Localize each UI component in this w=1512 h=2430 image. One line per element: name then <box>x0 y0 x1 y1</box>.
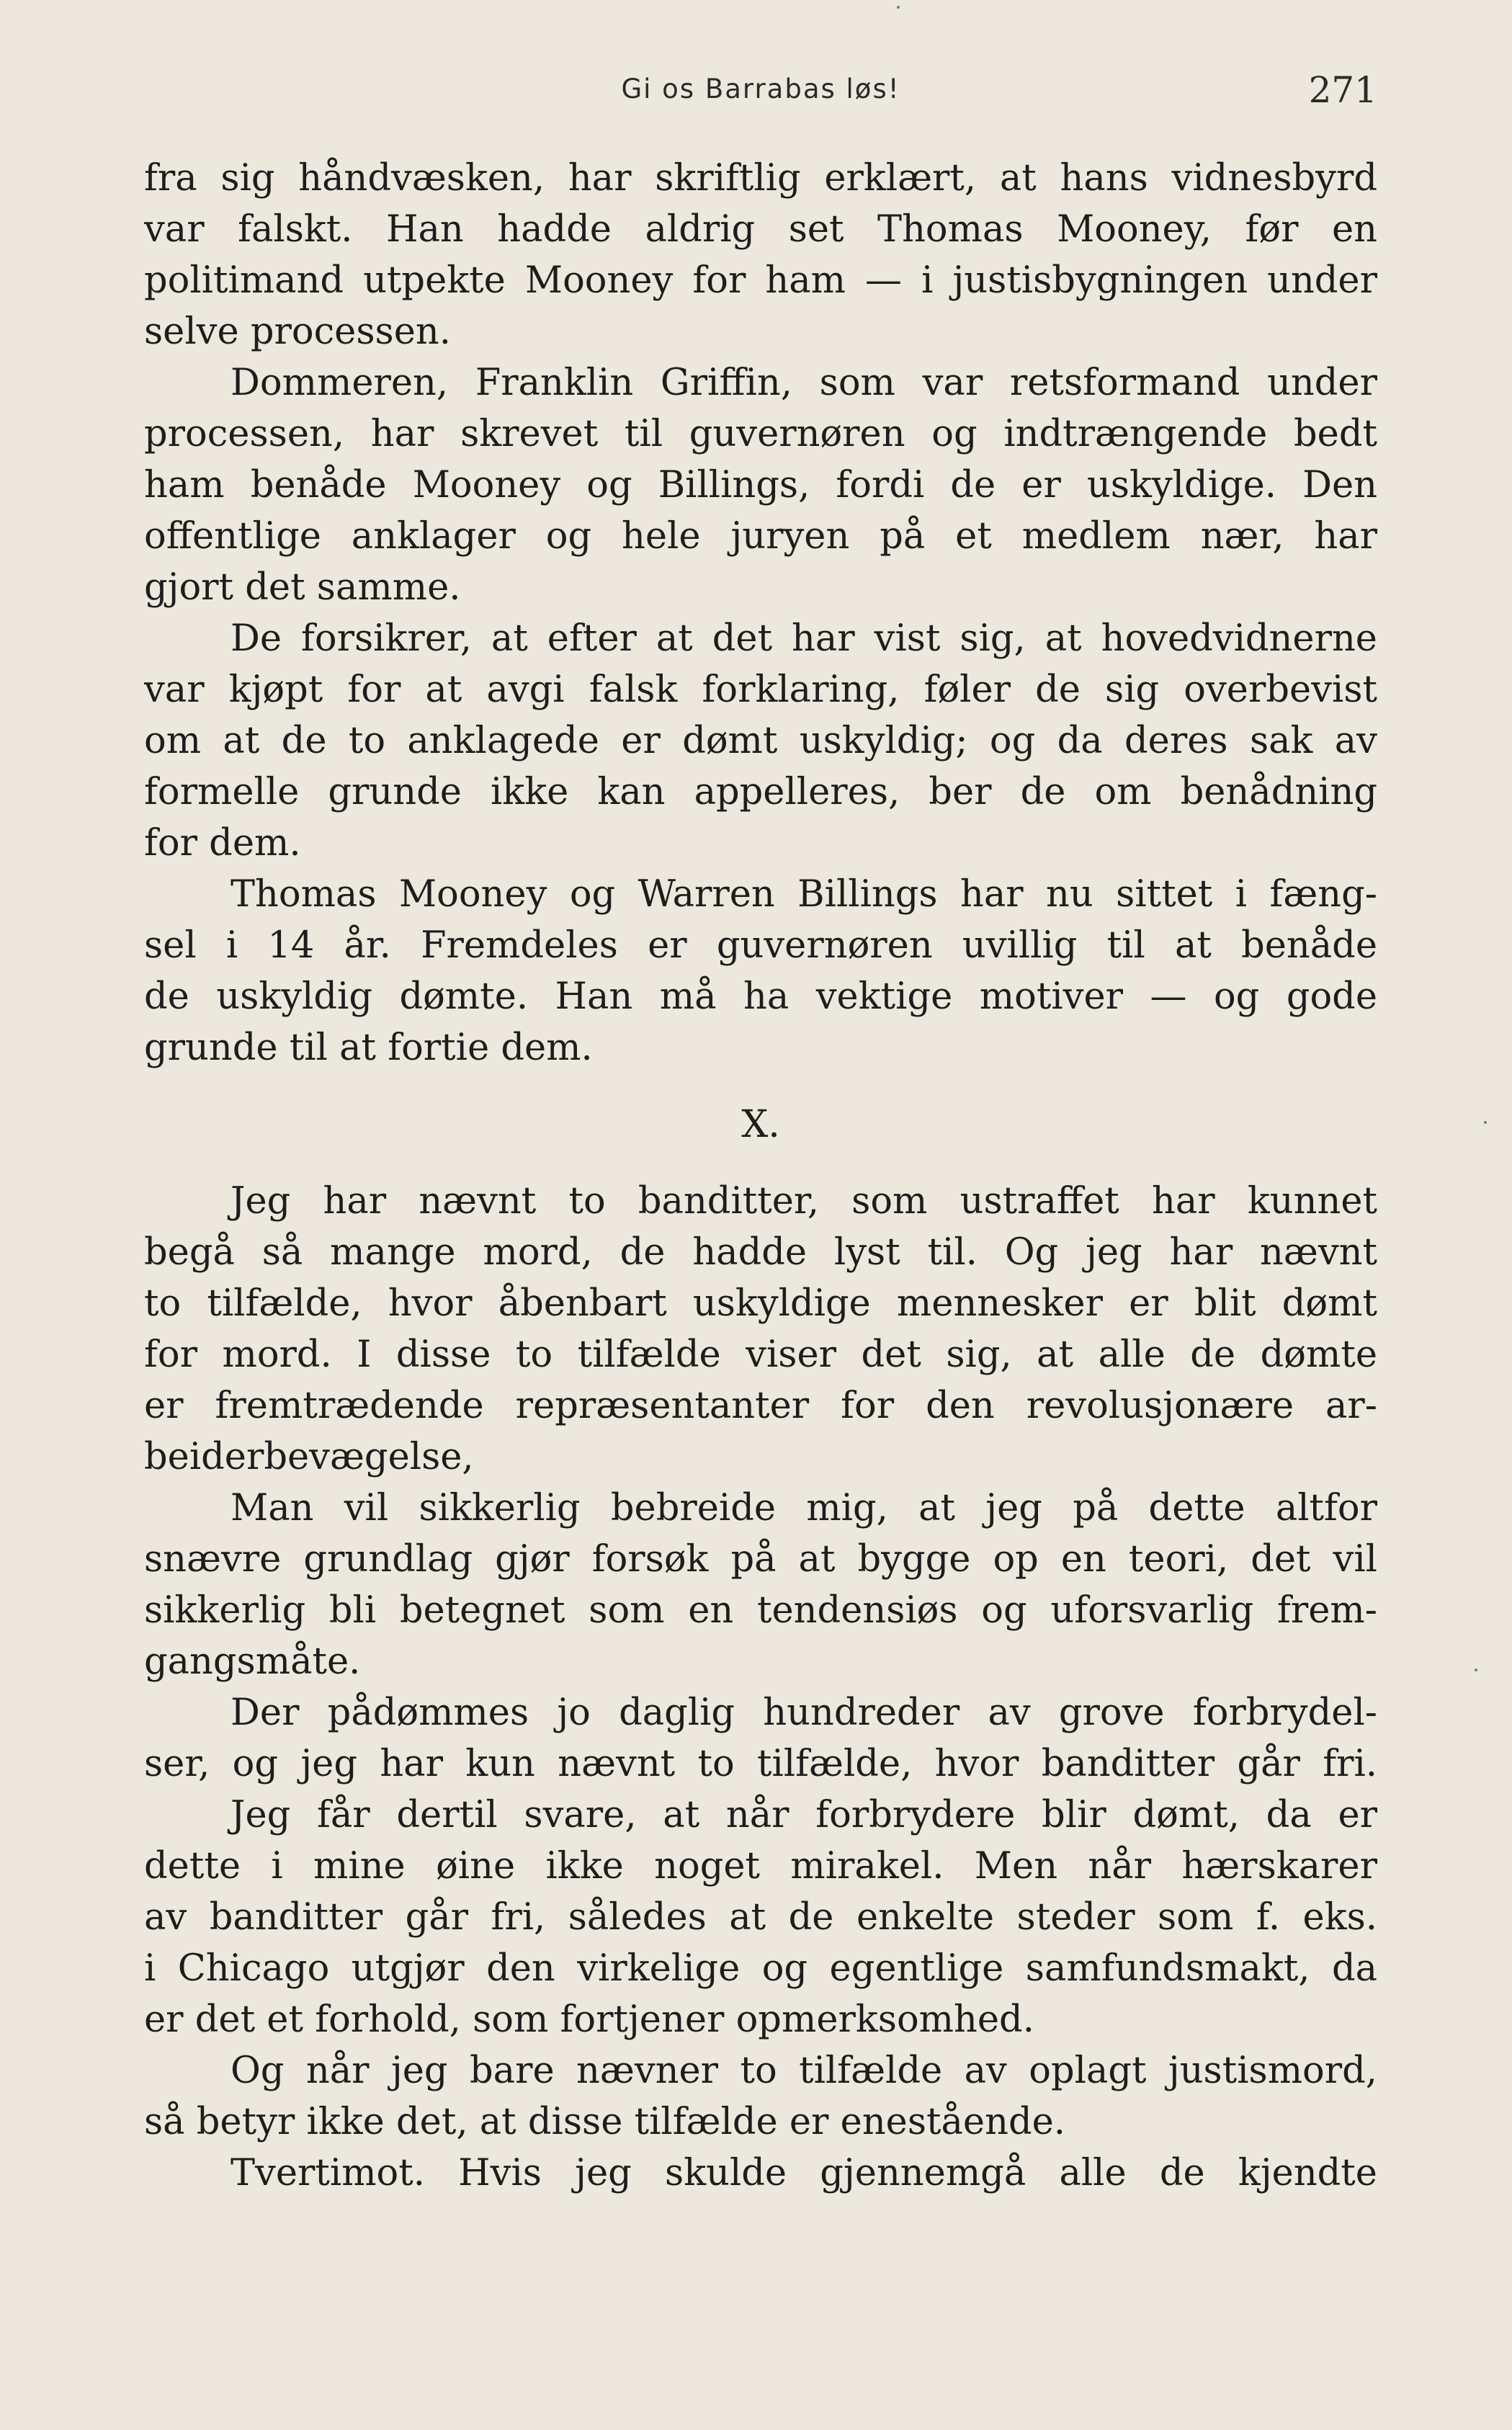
text-line: de uskyldig dømte. Han må ha vektige motiver — og gode <box>144 975 1377 1018</box>
text-line: ham benåde Mooney og Billings, fordi de er uskyldige. Den <box>144 464 1377 506</box>
text-line: sikkerlig bli betegnet som en tendensiøs og uforsvarlig frem- <box>144 1589 1377 1632</box>
text-line: av banditter går fri, således at de enkelte steder som f. eks. <box>144 1896 1377 1939</box>
paper-speck <box>1475 1669 1477 1671</box>
text-line: Tvertimot. Hvis jeg skulde gjennemgå alle de kjendte <box>231 2152 1377 2194</box>
body-text <box>144 153 1377 2199</box>
paper-speck <box>897 6 900 9</box>
text-line: er det et forhold, som fortjener opmerksomhed. <box>144 1998 1034 2041</box>
text-line: fra sig håndvæsken, har skriftlig erklært, at hans vidnesbyrd <box>144 157 1377 200</box>
text-line: selve processen. <box>144 311 451 353</box>
running-head <box>144 69 1377 120</box>
text-line: Man vil sikkerlig bebreide mig, at jeg på dette altfor <box>231 1487 1377 1529</box>
text-line: Der pådømmes jo daglig hundreder av grove forbrydel- <box>231 1692 1377 1734</box>
text-line: om at de to anklagede er dømt uskyldig; og da deres sak av <box>144 720 1377 762</box>
text-line: begå så mange mord, de hadde lyst til. Og jeg har nævnt <box>144 1231 1377 1274</box>
text-line: Og når jeg bare nævner to tilfælde av oplagt justismord, <box>231 2050 1377 2092</box>
paper-speck <box>1484 1121 1487 1124</box>
text-line: politimand utpekte Mooney for ham — i justisbygningen under <box>144 259 1377 302</box>
text-line: for dem. <box>144 822 301 865</box>
page-number: 271 <box>1308 69 1377 111</box>
text-line: gjort det samme. <box>144 566 461 609</box>
text-line: Jeg får dertil svare, at når forbrydere blir dømt, da er <box>231 1794 1377 1836</box>
text-line: gangsmåte. <box>144 1640 361 1683</box>
text-line: grunde til at fortie dem. <box>144 1027 593 1069</box>
text-line: dette i mine øine ikke noget mirakel. Men når hærskarer <box>144 1845 1377 1888</box>
text-line: Thomas Mooney og Warren Billings har nu sittet i fæng- <box>231 873 1377 916</box>
running-title: Gi os Barrabas løs! <box>621 73 900 104</box>
text-line: sel i 14 år. Fremdeles er guvernøren uvillig til at benåde <box>144 924 1377 967</box>
text-line: for mord. I disse to tilfælde viser det sig, at alle de dømte <box>144 1334 1377 1376</box>
text-line: så betyr ikke det, at disse tilfælde er enestående. <box>144 2101 1065 2143</box>
text-line: er fremtrædende repræsentanter for den revolusjonære ar- <box>144 1385 1377 1427</box>
text-line: Jeg har nævnt to banditter, som ustraffet har kunnet <box>231 1180 1377 1223</box>
text-line: formelle grunde ikke kan appelleres, ber de om benådning <box>144 771 1377 813</box>
text-line: Dommeren, Franklin Griffin, som var retsformand under <box>231 362 1377 404</box>
text-line: processen, har skrevet til guvernøren og indtrængende bedt <box>144 413 1377 455</box>
text-line: var falskt. Han hadde aldrig set Thomas Mooney, før en <box>144 208 1377 251</box>
text-line: beiderbevægelse, <box>144 1436 474 1478</box>
text-line: De forsikrer, at efter at det har vist sig, at hovedvidnerne <box>231 617 1377 660</box>
text-line: ser, og jeg har kun nævnt to tilfælde, hvor banditter går fri. <box>144 1743 1377 1785</box>
text-line: var kjøpt for at avgi falsk forklaring, føler de sig overbevist <box>144 669 1377 711</box>
text-line: to tilfælde, hvor åbenbart uskyldige mennesker er blit dømt <box>144 1282 1377 1325</box>
text-line: i Chicago utgjør den virkelige og egentlige samfundsmakt, da <box>144 1947 1377 1990</box>
text-line: snævre grundlag gjør forsøk på at bygge op en teori, det vil <box>144 1538 1377 1581</box>
text-line: offentlige anklager og hele juryen på et medlem nær, har <box>144 515 1377 558</box>
section-heading: X. <box>741 1103 780 1146</box>
